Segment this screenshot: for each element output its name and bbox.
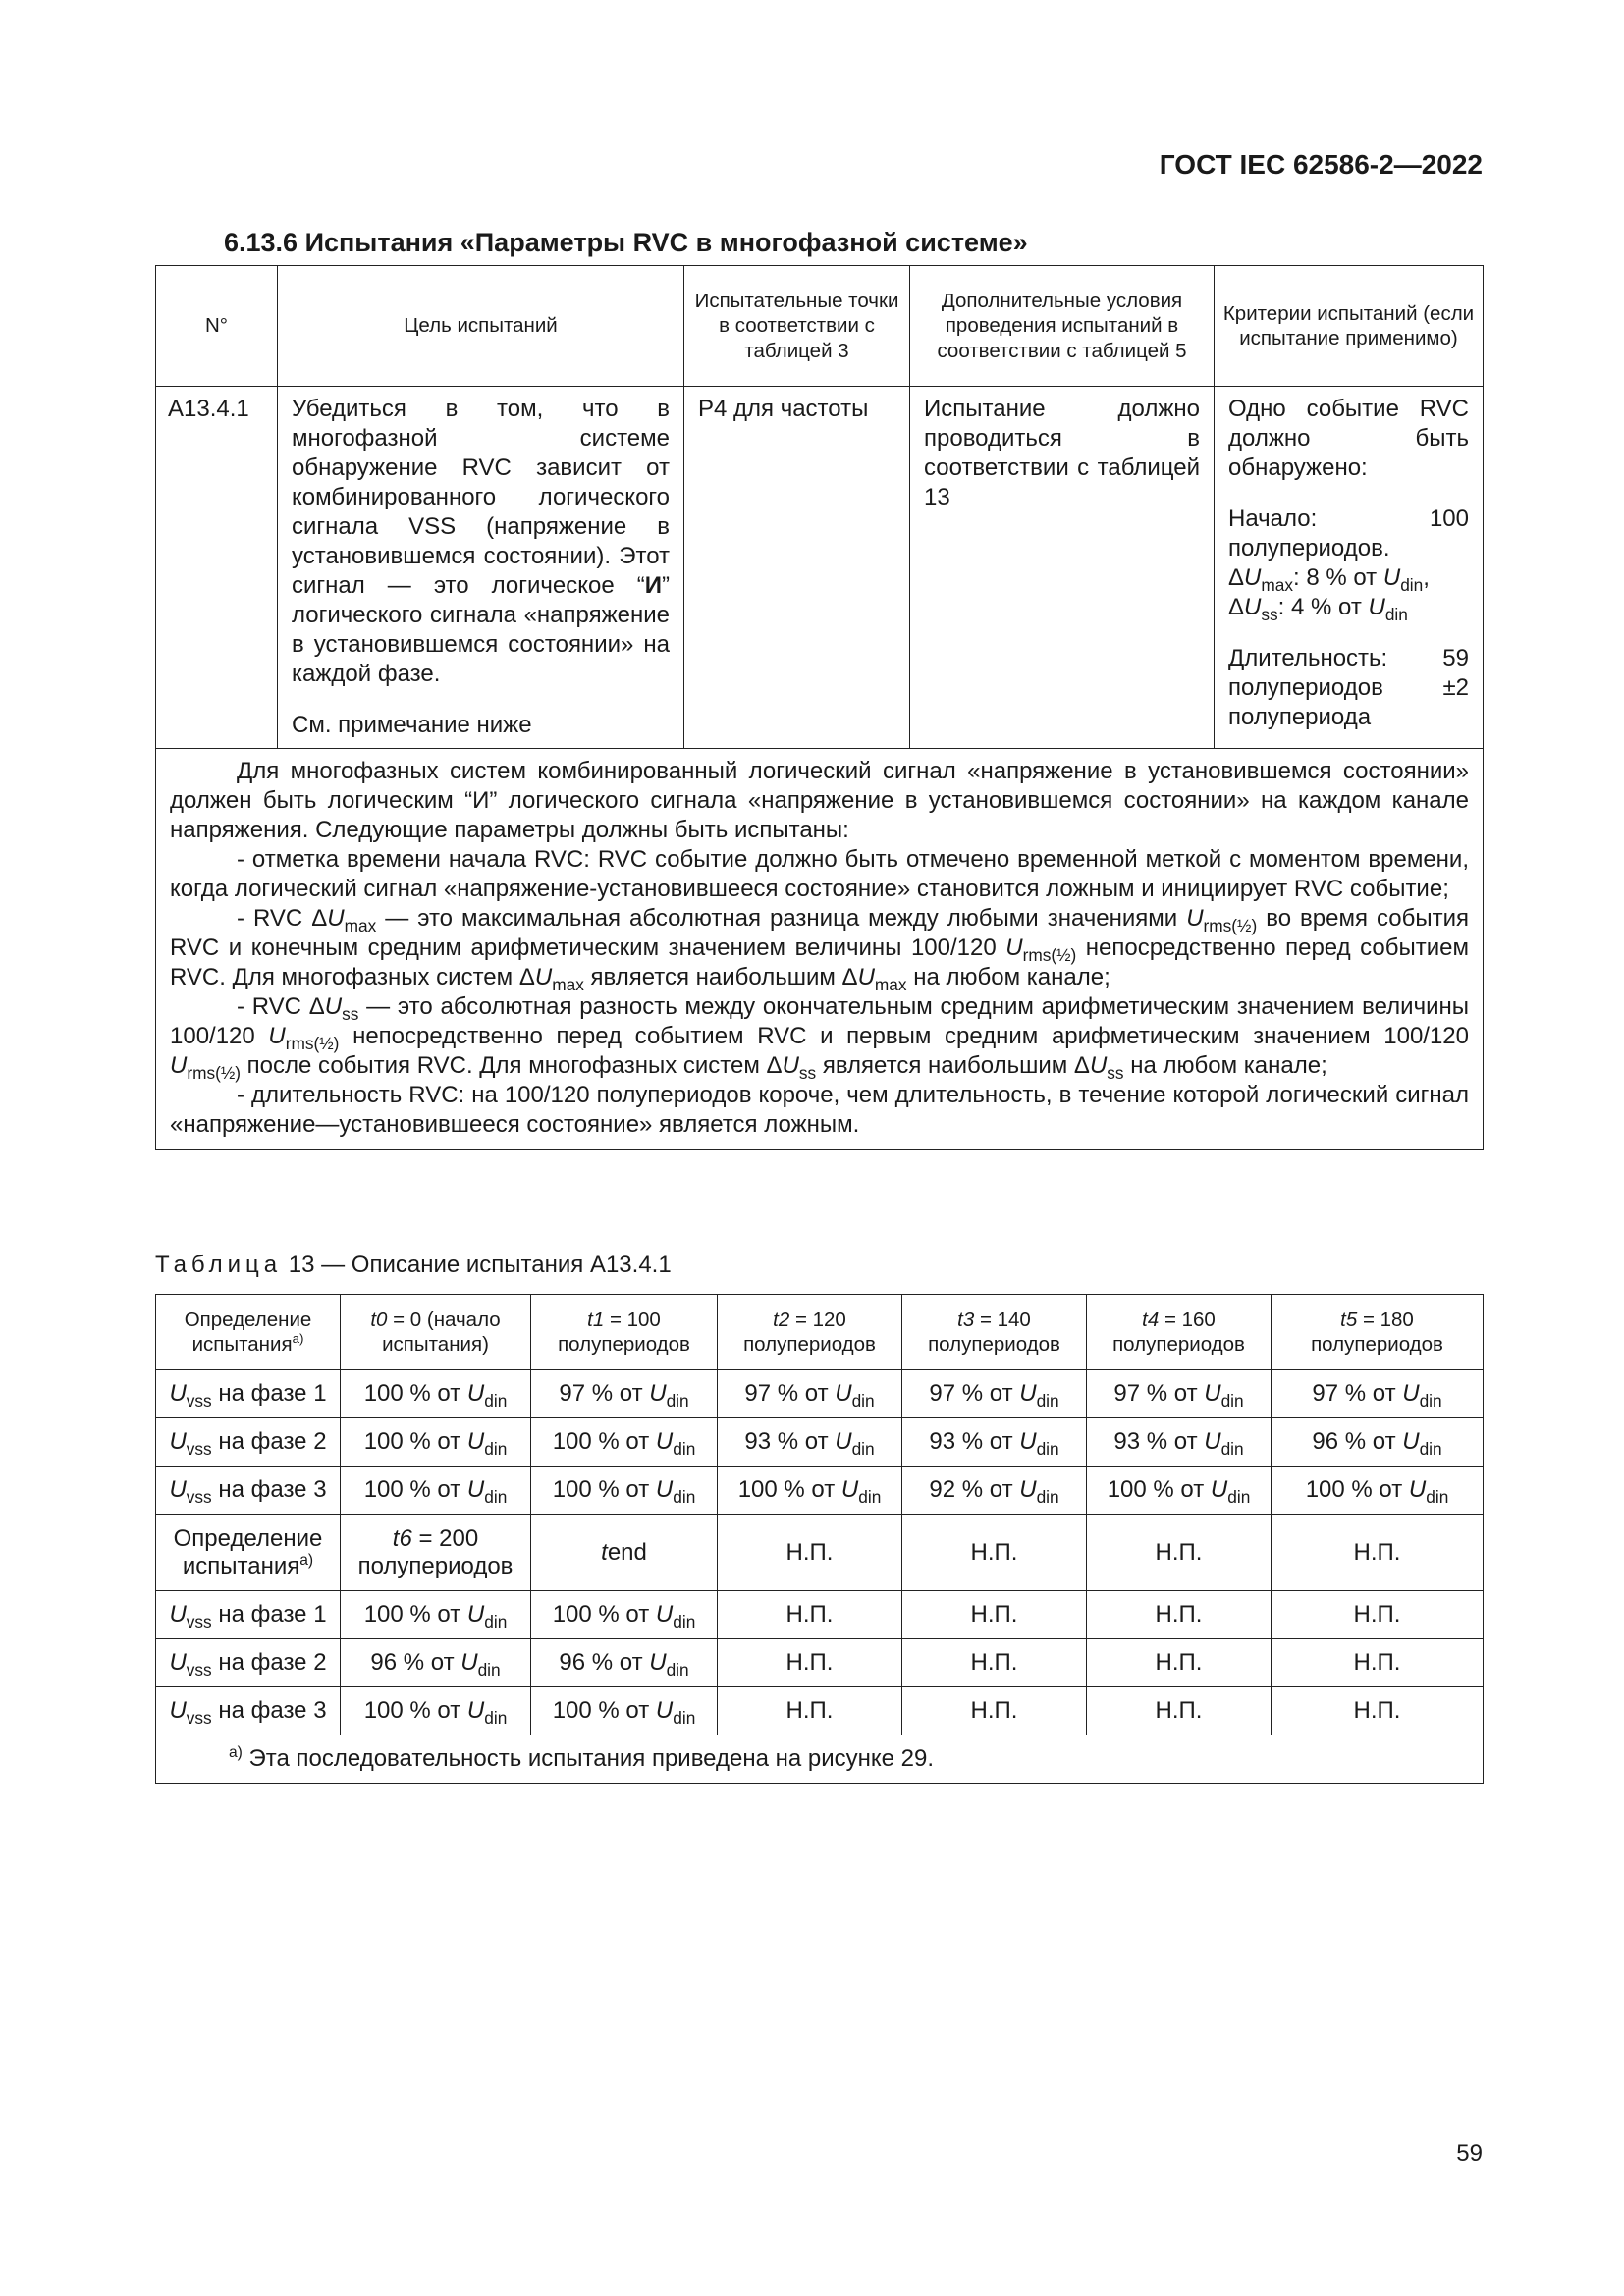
table-cell: 100 % от $U_{din}$: [1087, 1467, 1272, 1515]
table-cell: 97 % от $U_{din}$: [1087, 1370, 1272, 1418]
table-cell: 100 % от $U_{din}$: [1272, 1467, 1484, 1515]
test-note: [156, 749, 1484, 1150]
table-cell: 92 % от $U_{din}$: [902, 1467, 1087, 1515]
criteria-2: Начало: 100 полупериодов.: [1228, 506, 1469, 561]
table-row: [156, 1639, 1484, 1687]
table-cell: 100 % от $U_{din}$: [341, 1591, 531, 1639]
note-p4: - RVC $\Delta U_{ss}$ — это абсолютная разность между окончательным средним арифметическим значением величины 100/120 $U_{rms(\frac{1}{2})}$ непосредственно перед событием RVC и первым средним арифметическим значением 100/120 $U_{rms(\frac{1}{2})}$ после события RVC. Для многофазных систем $\Delta U_{ss}$ является наибольшим $\Delta U_{ss}$ на любом канале;: [170, 993, 1469, 1084]
table-cell: 97 % от $U_{din}$: [1272, 1370, 1484, 1418]
col-head-1: tend: [531, 1515, 718, 1591]
col-head-0: t0 = 0 (начало испытания): [341, 1295, 531, 1370]
test-purpose: [278, 387, 684, 749]
table-cell: Н.П.: [718, 1639, 902, 1687]
table-row: [156, 1467, 1484, 1515]
criteria-uss: [1228, 593, 1469, 625]
page-number: 59: [1456, 2140, 1483, 2166]
def-label: Определение испытания$^{a)}$: [156, 1295, 341, 1370]
purpose-text-2: ” логического сигнала «напряжение в установившемся состоянии» на каждой фазе.: [292, 572, 670, 687]
table-caption: [155, 1252, 672, 1279]
header-no: N°: [156, 266, 278, 387]
row-label: $U_{vss}$ на фазе 2: [156, 1639, 341, 1687]
table-cell: 100 % от $U_{din}$: [718, 1467, 902, 1515]
row-label: $U_{vss}$ на фазе 1: [156, 1370, 341, 1418]
table-head-row-2: [156, 1515, 1484, 1591]
note-p2: - отметка времени начала RVC: RVC событие должно быть отмечено временной меткой с моментом времени, когда логический сигнал «напряжение-установившееся состояние» становится ложным и инициирует RVC событие;: [170, 846, 1469, 902]
table-cell: 100 % от $U_{din}$: [341, 1687, 531, 1735]
table-cell: 100 % от $U_{din}$: [531, 1467, 718, 1515]
table-row: [156, 1687, 1484, 1735]
criteria-umax-text: $\Delta U_{max}$: 8 % от $U_{din}$: [1228, 564, 1424, 596]
col-head-2: t2 = 120 полупериодов: [718, 1295, 902, 1370]
table-cell: Н.П.: [902, 1687, 1087, 1735]
row-label: $U_{vss}$ на фазе 1: [156, 1591, 341, 1639]
table-cell: 100 % от $U_{din}$: [341, 1467, 531, 1515]
table-cell: Н.П.: [718, 1591, 902, 1639]
table-row: [156, 1370, 1484, 1418]
table-footnote: $^{a)}$ Эта последовательность испытания приведена на рисунке 29.: [156, 1735, 1484, 1784]
table-cell: Н.П.: [1272, 1639, 1484, 1687]
table-cell: Н.П.: [1272, 1591, 1484, 1639]
table-cell: 93 % от $U_{din}$: [1087, 1418, 1272, 1467]
table-13: [155, 1294, 1484, 1784]
table-cell: Н.П.: [718, 1687, 902, 1735]
table-cell: 100 % от $U_{din}$: [341, 1370, 531, 1418]
table-cell: Н.П.: [902, 1639, 1087, 1687]
col-head-4: t4 = 160 полупериодов: [1087, 1295, 1272, 1370]
test-conditions: Испытание должно проводиться в соответствии с таблицей 13: [910, 387, 1215, 749]
test-id: A13.4.1: [156, 387, 278, 749]
col-head-3: t3 = 140 полупериодов: [902, 1295, 1087, 1370]
col-head-5: Н.П.: [1272, 1515, 1484, 1591]
table-cell: 96 % от $U_{din}$: [341, 1639, 531, 1687]
col-head-2: Н.П.: [718, 1515, 902, 1591]
col-head-1: t1 = 100 полупериодов: [531, 1295, 718, 1370]
col-head-0: t6 = 200 полупериодов: [341, 1515, 531, 1591]
test-row: [156, 387, 1484, 749]
table-cell: Н.П.: [1087, 1591, 1272, 1639]
def-label: Определение испытания$^{a)}$: [156, 1515, 341, 1591]
table-cell: 97 % от $U_{din}$: [718, 1370, 902, 1418]
test-points: P4 для частоты: [684, 387, 910, 749]
test-table: [155, 265, 1484, 1150]
criteria-3: Длительность: 59 полупериодов ±2 полупериода: [1228, 645, 1469, 730]
table-cell: 100 % от $U_{din}$: [531, 1418, 718, 1467]
table-cell: Н.П.: [1087, 1687, 1272, 1735]
header-points: Испытательные точки в соответствии с таблицей 3: [684, 266, 910, 387]
col-head-4: Н.П.: [1087, 1515, 1272, 1591]
table-cell: 100 % от $U_{din}$: [531, 1591, 718, 1639]
table-cell: Н.П.: [1272, 1687, 1484, 1735]
purpose-note: См. примечание ниже: [292, 712, 532, 738]
criteria-1: Одно событие RVC должно быть обнаружено:: [1228, 396, 1469, 481]
table-cell: 96 % от $U_{din}$: [531, 1639, 718, 1687]
row-label: $U_{vss}$ на фазе 3: [156, 1687, 341, 1735]
note-p5: - длительность RVC: на 100/120 полупериодов короче, чем длительность, в течение которой логический сигнал «напряжение—установившееся состояние» является ложным.: [170, 1082, 1469, 1138]
purpose-text-1: Убедиться в том, что в многофазной системе обнаружение RVC зависит от комбинированного логического сигнала VSS (напряжение в установившемся состоянии). Этот сигнал — это логическое “: [292, 396, 670, 599]
col-head-3: Н.П.: [902, 1515, 1087, 1591]
header-purpose: Цель испытаний: [278, 266, 684, 387]
section-title: 6.13.6 Испытания «Параметры RVC в многофазной системе»: [224, 228, 1028, 257]
note-p1: Для многофазных систем комбинированный логический сигнал «напряжение в установившемся состоянии» должен быть логическим “И” логического сигнала «напряжение в установившемся состоянии» на каждом канале напряжения. Следующие параметры должны быть испытаны:: [170, 758, 1469, 843]
table-head-row: [156, 1295, 1484, 1370]
table-cell: 96 % от $U_{din}$: [1272, 1418, 1484, 1467]
table-caption-prefix: Таблица: [155, 1252, 283, 1278]
criteria-uss-text: $\Delta U_{ss}$: 4 % от $U_{din}$: [1228, 594, 1408, 625]
col-head-5: t5 = 180 полупериодов: [1272, 1295, 1484, 1370]
header-conditions: Дополнительные условия проведения испытаний в соответствии с таблицей 5: [910, 266, 1215, 387]
table-cell: 97 % от $U_{din}$: [902, 1370, 1087, 1418]
table-cell: Н.П.: [902, 1591, 1087, 1639]
criteria-umax: $\Delta U_{max}$: 8 % от $U_{din}$,: [1228, 564, 1430, 596]
table-cell: Н.П.: [1087, 1639, 1272, 1687]
header-criteria: Критерии испытаний (если испытание применимо): [1215, 266, 1484, 387]
table-cell: 100 % от $U_{din}$: [531, 1687, 718, 1735]
test-note-row: [156, 749, 1484, 1150]
table-cell: 97 % от $U_{din}$: [531, 1370, 718, 1418]
document-standard-code: ГОСТ IEC 62586-2—2022: [1159, 149, 1483, 180]
note-p3: - RVC $\Delta U_{max}$ — это максимальная абсолютная разница между любыми значениями $U_{rms(\frac{1}{2})}$ во время события RVC и конечным средним арифметическим значением величины 100/120 $U_{rms(\frac{1}{2})}$ непосредственно перед событием RVC. Для многофазных систем $\Delta U_{max}$ является наибольшим $\Delta U_{max}$ на любом канале;: [170, 905, 1469, 995]
table-cell: 100 % от $U_{din}$: [341, 1418, 531, 1467]
table-row: [156, 1591, 1484, 1639]
row-label: $U_{vss}$ на фазе 3: [156, 1467, 341, 1515]
table-cell: 93 % от $U_{din}$: [718, 1418, 902, 1467]
table-caption-text: 13 — Описание испытания A13.4.1: [282, 1252, 672, 1278]
row-label: $U_{vss}$ на фазе 2: [156, 1418, 341, 1467]
table-cell: 93 % от $U_{din}$: [902, 1418, 1087, 1467]
purpose-and: И: [644, 572, 662, 599]
table-row: [156, 1418, 1484, 1467]
test-criteria: [1215, 387, 1484, 749]
test-table-header: [156, 266, 1484, 387]
